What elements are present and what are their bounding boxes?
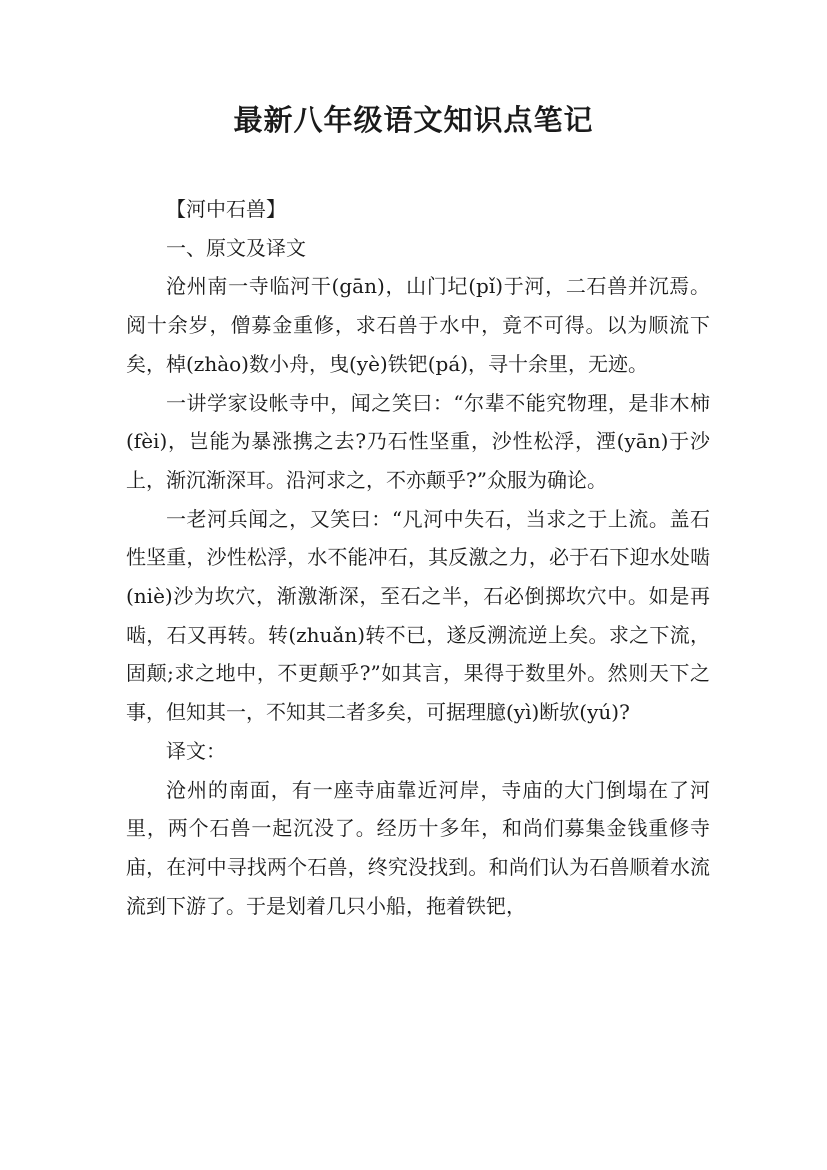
translation-paragraph-1: 沧州的南面，有一座寺庙靠近河岸，寺庙的大门倒塌在了河里，两个石兽一起沉没了。经历十多年，和尚们募集金钱重修寺庙，在河中寻找两个石兽，终究没找到。和尚们认为石兽顺着水流流到下游了。于是划着几只小船，拖着铁钯， bbox=[126, 777, 710, 918]
section-heading: 【河中石兽】 bbox=[166, 197, 286, 221]
subheading: 一、原文及译文 bbox=[166, 235, 306, 260]
document-title: 最新八年级语文知识点笔记 bbox=[233, 103, 594, 137]
translation-label: 译文： bbox=[166, 738, 226, 763]
original-paragraph-3: 一老河兵闻之，又笑曰：“凡河中失石，当求之于上流。盖石性坚重，沙性松浮，水不能冲石，其反激之力，必于石下迎水处啮(niè)沙为坎穴，渐激渐深，至石之半，石必倒掷坎穴中。如是再啮，石又再转。转(zhuǎn)转不已，遂反溯流逆上矣。求之下流，固颠;求之地中，不更颠乎?”如其言，果得于数里外。然则天下之事，但知其一，不知其二者多矣，可据理臆(yì)断欤(yú)? bbox=[126, 506, 710, 725]
original-paragraph-1: 沧州南一寺临河干(gān)，山门圮(pǐ)于河，二石兽并沉焉。阅十余岁，僧募金重修，求石兽于水中，竟不可得。以为顺流下矣，棹(zhào)数小舟，曳(yè)铁钯(pá)，寻十余里，无迹。 bbox=[126, 274, 710, 376]
document-body bbox=[126, 190, 710, 925]
original-paragraph-2: 一讲学家设帐寺中，闻之笑曰：“尔辈不能究物理，是非木柿(fèi)，岂能为暴涨携之去?乃石性坚重，沙性松浮，湮(yān)于沙上，渐沉渐深耳。沿河求之，不亦颠乎?”众服为确论。 bbox=[126, 390, 710, 492]
